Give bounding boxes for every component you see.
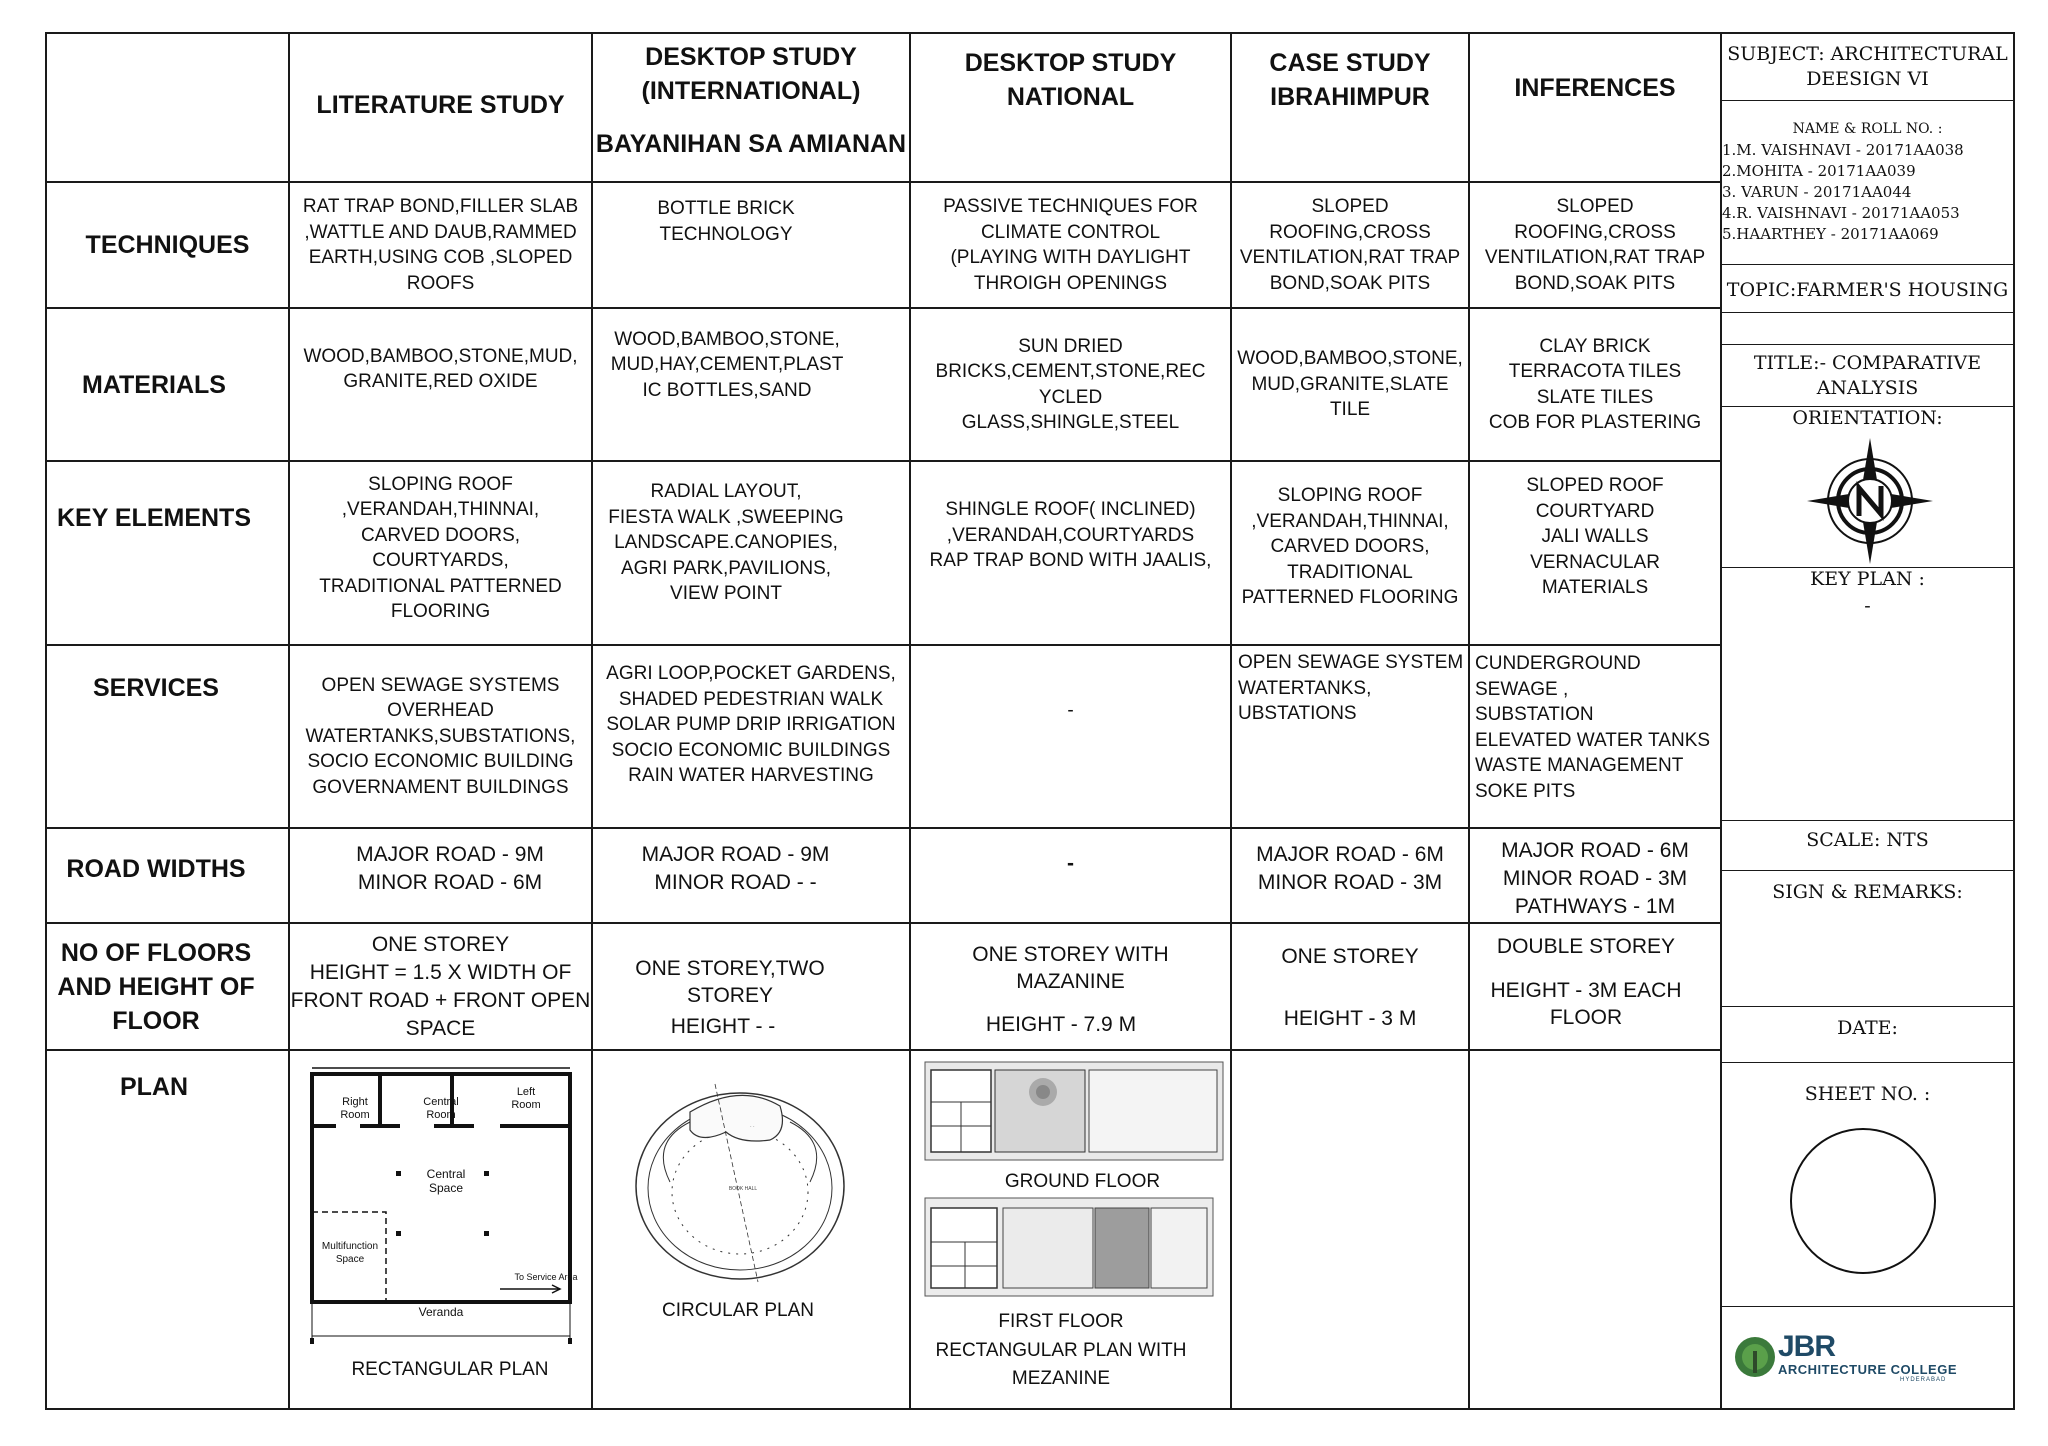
orientation-label: ORIENTATION: <box>1792 407 1943 429</box>
plan-caption-first-floor: FIRST FLOOR <box>998 1311 1124 1332</box>
plan-caption-national: RECTANGULAR PLAN WITH MEZANINE <box>935 1340 1187 1389</box>
title-label: TITLE:- COMPARATIVE ANALYSIS <box>1753 352 1982 399</box>
road-widths-national: - <box>1067 852 1074 875</box>
floors-national-b: HEIGHT - 7.9 M <box>985 1013 1137 1036</box>
header-national-study: DESKTOP STUDY NATIONAL <box>964 49 1177 111</box>
techniques-case: SLOPED ROOFING,CROSS VENTILATION,RAT TRAP BOND,SOAK PITS <box>1239 196 1461 294</box>
key-elements-inferences: SLOPED ROOF COURTYARD JALI WALLS VERNACULAR MATERIALS <box>1526 475 1664 599</box>
key-elements-national: SHINGLE ROOF( INCLINED) ,VERANDAH,COURTYARDS RAP TRAP BOND WITH JAALIS, <box>929 499 1212 571</box>
plan-label-right-room: Right Room <box>340 1096 370 1121</box>
row-label-floors: NO OF FLOORS AND HEIGHT OF FLOOR <box>57 938 255 1035</box>
scale-label: SCALE: NTS <box>1806 828 1929 851</box>
plan-caption-rectangular: RECTANGULAR PLAN <box>351 1359 549 1380</box>
floors-inferences-a: DOUBLE STOREY <box>1496 935 1676 958</box>
services-international: AGRI LOOP,POCKET GARDENS, SHADED PEDESTRIAN WALK SOLAR PUMP DRIP IRRIGATION SOCIO ECONOMIC BUILDINGS RAIN WATER HARVESTING <box>606 663 896 786</box>
row-label-road-widths: ROAD WIDTHS <box>66 855 246 883</box>
floors-international-a: ONE STOREY,TWO STOREY <box>635 957 825 1007</box>
names-list: 1.M. VAISHNAVI - 20171AA038 2.MOHITA - 20171AA039 3. VARUN - 20171AA044 4.R. VAISHNAVI - 20171AA053 5.HAARTHEY - 20171AA069 <box>1722 141 1964 243</box>
sheet-no-circle <box>1790 1128 1936 1274</box>
materials-national: SUN DRIED BRICKS,CEMENT,STONE,REC YCLED GLASS,SHINGLE,STEEL <box>935 335 1206 433</box>
plan-label-service: To Service Area <box>514 1272 578 1282</box>
floors-case-a: ONE STOREY <box>1281 945 1419 968</box>
sign-remarks-label: SIGN & REMARKS: <box>1772 881 1963 903</box>
row-label-materials: MATERIALS <box>82 370 226 399</box>
floors-case-b: HEIGHT - 3 M <box>1283 1007 1417 1030</box>
sheet-no-label: SHEET NO. : <box>1804 1083 1931 1105</box>
name-roll-heading: NAME & ROLL NO. : <box>1792 121 1943 137</box>
logo-text-college: ARCHITECTURE COLLEGE <box>1778 1362 1957 1377</box>
materials-international: WOOD,BAMBOO,STONE, MUD,HAY,CEMENT,PLAST IC BOTTLES,SAND <box>610 328 844 401</box>
floors-international-b: HEIGHT - - <box>670 1015 776 1038</box>
floors-national-a: ONE STOREY WITH MAZANINE <box>972 943 1169 993</box>
north-arrow-icon <box>1805 436 1935 566</box>
floors-literature: ONE STOREY HEIGHT = 1.5 X WIDTH OF FRONT ROAD + FRONT OPEN SPACE <box>290 932 591 1040</box>
header-case-study: CASE STUDY IBRAHIMPUR <box>1269 49 1431 111</box>
materials-inferences: CLAY BRICK TERRACOTA TILES SLATE TILES COB FOR PLASTERING <box>1488 335 1702 433</box>
materials-literature: WOOD,BAMBOO,STONE,MUD, GRANITE,RED OXIDE <box>303 345 578 392</box>
college-logo-icon <box>1733 1335 1777 1379</box>
header-inferences: INFERENCES <box>1514 74 1676 102</box>
plan-label-veranda: Veranda <box>418 1305 464 1319</box>
date-label: DATE: <box>1837 1016 1898 1039</box>
key-elements-international: RADIAL LAYOUT, FIESTA WALK ,SWEEPING LANDSCAPE.CANOPIES, AGRI PARK,PAVILIONS, VIEW POINT <box>608 481 844 605</box>
techniques-literature: RAT TRAP BOND,FILLER SLAB ,WATTLE AND DAUB,RAMMED EARTH,USING COB ,SLOPED ROOFS <box>302 196 579 294</box>
plan-caption-circular: CIRCULAR PLAN <box>661 1300 815 1321</box>
plan-caption-ground-floor: GROUND FLOOR <box>1004 1171 1161 1192</box>
plan-label-central-space: Central Space <box>426 1167 466 1195</box>
floors-inferences-b: HEIGHT - 3M EACH FLOOR <box>1490 979 1682 1029</box>
circular-plan-drawing <box>630 1082 850 1282</box>
plan-label-left-room: Left Room <box>511 1086 541 1111</box>
national-ground-floor-drawing <box>925 1062 1225 1162</box>
row-label-plan: PLAN <box>119 1073 189 1101</box>
circle-label-hall: BOOK HALL <box>728 1186 758 1192</box>
road-widths-inferences: MAJOR ROAD - 6M MINOR ROAD - 3M PATHWAYS - 1M <box>1501 839 1689 918</box>
row-label-key-elements: KEY ELEMENTS <box>56 504 252 532</box>
techniques-international: BOTTLE BRICK TECHNOLOGY <box>657 198 795 245</box>
subject-label: SUBJECT: ARCHITECTURAL DEESIGN VI <box>1727 43 2008 90</box>
national-first-floor-drawing <box>925 1198 1215 1298</box>
services-national: - <box>1067 700 1074 722</box>
key-elements-case: SLOPING ROOF ,VERANDAH,THINNAI, CARVED DOORS, TRADITIONAL PATTERNED FLOORING <box>1241 485 1459 609</box>
materials-case: WOOD,BAMBOO,STONE, MUD,GRANITE,SLATE TILE <box>1237 348 1463 421</box>
svg-text:· ·: · · <box>750 1124 755 1130</box>
plan-label-central-room: Central Room <box>423 1096 459 1121</box>
plan-label-multifunction: Multifunction Space <box>321 1241 379 1265</box>
techniques-inferences: SLOPED ROOFING,CROSS VENTILATION,RAT TRAP BOND,SOAK PITS <box>1484 196 1706 294</box>
key-plan-label: KEY PLAN : <box>1810 568 1925 590</box>
row-label-services: SERVICES <box>93 674 219 702</box>
key-elements-literature: SLOPING ROOF ,VERANDAH,THINNAI, CARVED DOORS, COURTYARDS, TRADITIONAL PATTERNED FLOORING <box>319 473 562 622</box>
logo-text-jbr: JBR <box>1778 1330 1836 1363</box>
techniques-national: PASSIVE TECHNIQUES FOR CLIMATE CONTROL (PLAYING WITH DAYLIGHT THROIGH OPENINGS <box>943 196 1198 294</box>
services-literature: OPEN SEWAGE SYSTEMS OVERHEAD WATERTANKS,SUBSTATIONS, SOCIO ECONOMIC BUILDING GOVERNAMENT BUILDINGS <box>305 674 576 798</box>
road-widths-case: MAJOR ROAD - 6M MINOR ROAD - 3M <box>1256 843 1444 894</box>
key-plan-value: - <box>1864 595 1871 617</box>
services-case: OPEN SEWAGE SYSTEM WATERTANKS, UBSTATIONS <box>1238 652 1464 724</box>
services-inferences: CUNDERGROUND SEWAGE , SUBSTATION ELEVATED WATER TANKS WASTE MANAGEMENT SOKE PITS <box>1475 653 1711 802</box>
header-bayanihan: BAYANIHAN SA AMIANAN <box>595 130 907 158</box>
road-widths-literature: MAJOR ROAD - 9M MINOR ROAD - 6M <box>356 843 544 894</box>
topic-label: TOPIC:FARMER'S HOUSING <box>1726 278 2009 301</box>
road-widths-international: MAJOR ROAD - 9M MINOR ROAD - - <box>641 843 830 894</box>
logo-text-city: HYDERABAD <box>1900 1377 1947 1383</box>
header-literature-study: LITERATURE STUDY <box>316 91 565 119</box>
row-label-techniques: TECHNIQUES <box>85 231 250 259</box>
header-international-study: DESKTOP STUDY (INTERNATIONAL) <box>641 43 861 105</box>
